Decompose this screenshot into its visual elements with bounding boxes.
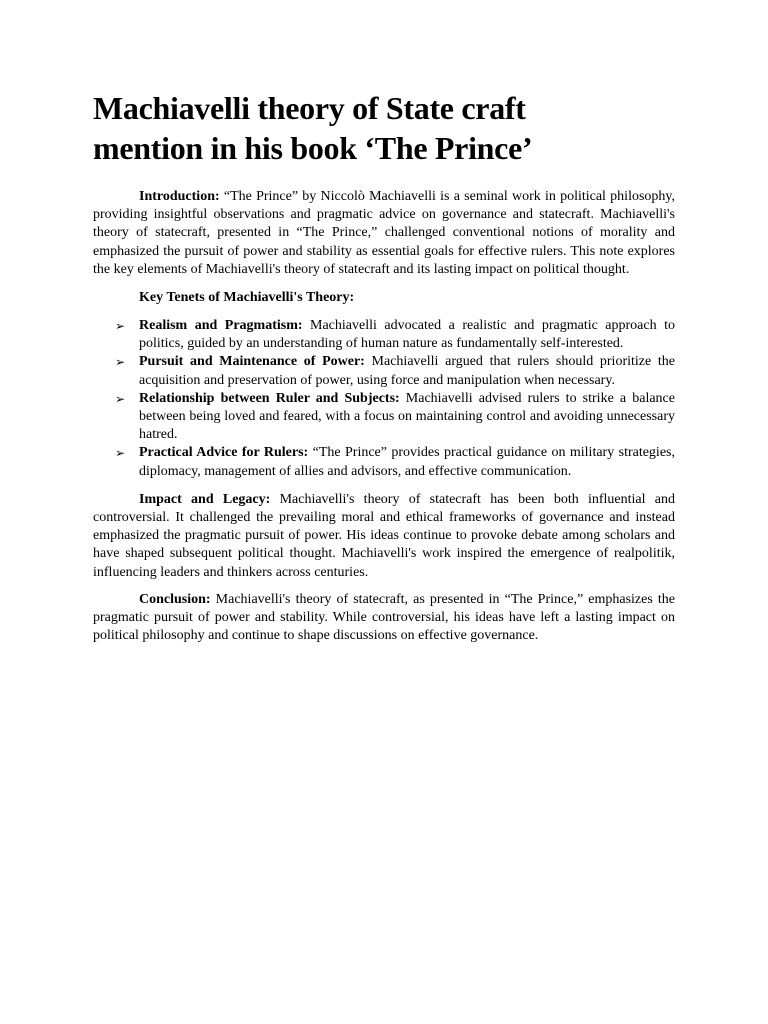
list-item — [93, 390, 675, 445]
introduction-paragraph — [93, 188, 675, 279]
conclusion-label: Conclusion: — [139, 591, 211, 607]
document-page — [93, 88, 675, 645]
tenet-label: Practical Advice for Rulers: — [139, 445, 309, 461]
introduction-label: Introduction: — [139, 189, 220, 204]
tenets-list — [93, 317, 675, 481]
conclusion-text: Machiavelli's theory of statecraft, as presented in “The Prince,” emphasizes the pragmatic pursuit of power and stability. While controversial, his ideas have left a lasting impact on political philosophy and continue to shape discussions on effective governance. — [93, 591, 675, 644]
arrow-bullet-icon: ➢ — [115, 355, 126, 370]
title-line-1: Machiavelli theory of State craft — [93, 90, 526, 126]
list-item — [93, 317, 675, 353]
tenet-text: Machiavelli argued that rulers should prioritize the acquisition and preservation of power, using force and manipulation when necessary. — [139, 354, 676, 388]
introduction-text: “The Prince” by Niccolò Machiavelli is a seminal work in political philosophy, providing insightful observations and pragmatic advice on governance and statecraft. Machiavelli's theory of statecraft, presented in “The Prince,” challenged conventional notions of morality and emphasized the pursuit of power and stability as essential goals for effective rulers. This note explores the key elements of Machiavelli's theory of statecraft and its lasting impact on political thought. — [93, 189, 675, 277]
impact-text: Machiavelli's theory of statecraft has been both influential and controversial. It challenged the prevailing moral and ethical frameworks of governance and instead emphasized the pragmatic pursuit of power. His ideas continue to provoke debate among scholars and have shaped subsequent political thought. Machiavelli's work inspired the emergence of realpolitik, influencing leaders and thinkers across centuries. — [93, 491, 675, 580]
arrow-bullet-icon: ➢ — [115, 391, 126, 406]
arrow-bullet-icon: ➢ — [115, 319, 126, 334]
conclusion-paragraph — [93, 591, 675, 646]
key-tenets-heading: Key Tenets of Machiavelli's Theory: — [139, 290, 355, 306]
tenet-label: Relationship between Ruler and Subjects: — [139, 390, 400, 406]
tenet-text: Machiavelli advised rulers to strike a balance between being loved and feared, with a focus on maintaining control and avoiding unnecessary hatred. — [139, 390, 675, 443]
impact-paragraph — [93, 491, 675, 582]
tenet-label: Pursuit and Maintenance of Power: — [139, 354, 365, 370]
tenet-text: Machiavelli advocated a realistic and pragmatic approach to politics, guided by an understanding of human nature as fundamentally self-interested. — [139, 318, 675, 352]
tenet-label: Realism and Pragmatism: — [139, 318, 303, 334]
paragraph-gap — [93, 582, 675, 591]
title-line-2: mention in his book ‘The Prince’ — [93, 130, 533, 166]
impact-label: Impact and Legacy: — [139, 491, 271, 507]
tenet-text: “The Prince” provides practical guidance on military strategies, diplomacy, management of allies and advisors, and effective communication. — [139, 445, 675, 479]
document-title — [93, 88, 675, 168]
list-item — [93, 444, 675, 480]
arrow-bullet-icon: ➢ — [115, 446, 126, 461]
list-item — [93, 353, 675, 389]
